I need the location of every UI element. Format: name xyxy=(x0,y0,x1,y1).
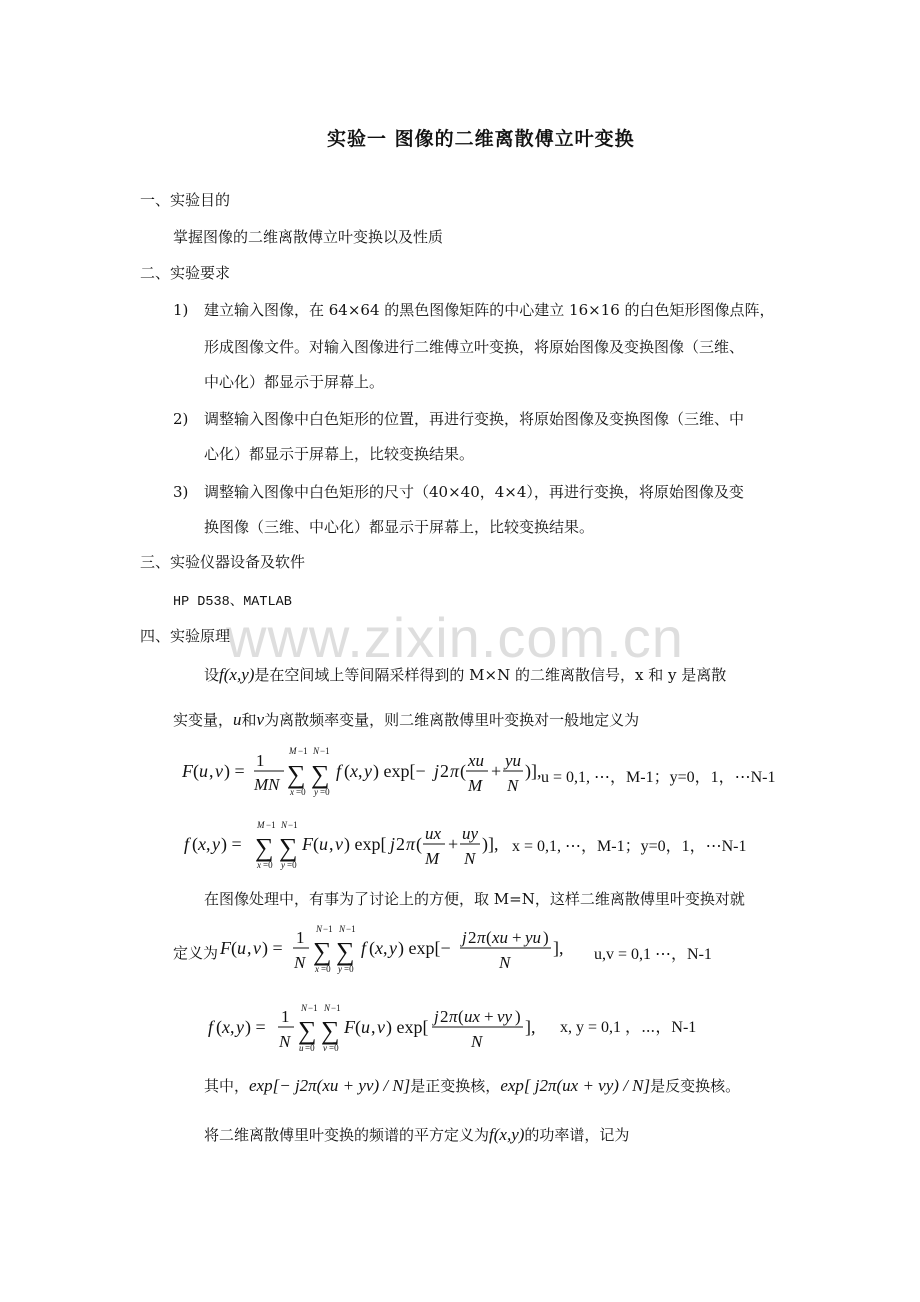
svg-text:2: 2 xyxy=(468,928,477,947)
list-item-line: 形成图像文件。对输入图像进行二维傅立叶变换，将原始图像及变换图像（三维、 xyxy=(204,338,745,356)
svg-text:(: ( xyxy=(313,834,319,854)
equation-3-range: u,v = 0,1 ⋯，N-1 xyxy=(594,946,712,963)
list-item-number: 2) xyxy=(173,410,189,428)
svg-text:vy: vy xyxy=(497,1007,513,1026)
svg-text:(: ( xyxy=(460,761,466,781)
svg-text:−1: −1 xyxy=(288,820,298,830)
svg-text:)],: )], xyxy=(525,761,542,781)
svg-text:u: u xyxy=(319,834,328,854)
svg-text:+: + xyxy=(512,928,522,947)
svg-text:∑: ∑ xyxy=(279,833,298,862)
equation-2-range: x = 0,1, ⋯，M-1；y=0，1，⋯N-1 xyxy=(512,838,747,855)
svg-text:+: + xyxy=(448,834,459,854)
svg-text:M: M xyxy=(468,776,483,795)
svg-text:): ) xyxy=(515,1007,521,1026)
svg-text:j: j xyxy=(390,834,396,854)
svg-text:MN: MN xyxy=(254,775,280,794)
svg-text:v: v xyxy=(377,1017,385,1037)
svg-text:(: ( xyxy=(355,1017,361,1037)
svg-text:=0: =0 xyxy=(320,787,330,797)
svg-text:M: M xyxy=(289,746,297,756)
list-item-number: 1) xyxy=(173,301,189,319)
equation-1-range: u = 0,1, ⋯，M-1；y=0，1，⋯N-1 xyxy=(541,769,776,786)
svg-text:v: v xyxy=(215,761,223,781)
svg-text:−1: −1 xyxy=(331,1003,341,1013)
svg-text:y: y xyxy=(364,761,372,781)
svg-text:F: F xyxy=(220,938,231,958)
svg-text:π: π xyxy=(477,928,486,947)
svg-text:N: N xyxy=(316,924,323,934)
svg-text:xu: xu xyxy=(492,928,509,947)
svg-text:∑: ∑ xyxy=(255,833,274,862)
svg-text:) =: ) = xyxy=(262,938,283,958)
section-3-heading: 三、实验仪器设备及软件 xyxy=(140,553,306,571)
svg-text:y: y xyxy=(389,938,397,958)
principle-paragraph-5: 将二维离散傅里叶变换的频谱的平方定义为f(x,y)的功率谱，记为 xyxy=(204,1125,630,1144)
svg-text:∑: ∑ xyxy=(287,760,306,789)
svg-text:F: F xyxy=(182,761,193,781)
svg-text:],: ], xyxy=(525,1017,536,1037)
svg-text:π: π xyxy=(449,1007,458,1026)
svg-text:y: y xyxy=(236,1017,244,1037)
svg-text:,: , xyxy=(371,1017,376,1037)
svg-text:(: ( xyxy=(231,938,237,958)
svg-text:=0: =0 xyxy=(321,964,331,974)
define-label: 定义为 xyxy=(173,944,219,962)
svg-text:1: 1 xyxy=(281,1007,290,1026)
svg-text:v: v xyxy=(253,938,261,958)
svg-text:1: 1 xyxy=(296,928,305,947)
svg-text:u: u xyxy=(299,1043,304,1053)
svg-text:) =: ) = xyxy=(221,834,242,854)
svg-text:1: 1 xyxy=(256,751,265,770)
svg-text:ux: ux xyxy=(425,824,442,843)
svg-text:N: N xyxy=(281,820,288,830)
svg-text:π: π xyxy=(450,761,460,781)
svg-text:f: f xyxy=(336,761,342,781)
svg-text:+: + xyxy=(491,761,502,781)
svg-text:=0: =0 xyxy=(344,964,354,974)
svg-text:N: N xyxy=(279,1032,291,1051)
list-item-line: 调整输入图像中白色矩形的尺寸（40×40，4×4），再进行变换，将原始图像及变 xyxy=(204,483,744,501)
principle-paragraph-3: 在图像处理中，有事为了讨论上的方便，取 M=N，这样二维离散傅里叶变换对就 xyxy=(204,890,745,908)
svg-text:uy: uy xyxy=(462,824,479,843)
svg-text:],: ], xyxy=(553,938,564,958)
svg-text:π: π xyxy=(406,834,416,854)
svg-text:N: N xyxy=(324,1003,331,1013)
svg-text:=0: =0 xyxy=(305,1043,315,1053)
svg-text:) exp[: ) exp[ xyxy=(386,1017,429,1037)
equation-inverse-dft-square xyxy=(204,1002,564,1062)
equation-4-range: x, y = 0,1 ，⋯，N-1 xyxy=(560,1019,697,1036)
svg-text:F: F xyxy=(302,834,313,854)
svg-text:N: N xyxy=(294,953,306,972)
svg-text:j: j xyxy=(462,928,467,947)
svg-text:(: ( xyxy=(458,1007,464,1026)
svg-text:,: , xyxy=(383,938,388,958)
svg-text:N: N xyxy=(507,776,519,795)
svg-text:,: , xyxy=(358,761,363,781)
svg-text:x: x xyxy=(315,964,319,974)
svg-text:M: M xyxy=(425,849,440,868)
svg-text:)],: )], xyxy=(482,834,499,854)
watermark: www.zixin.com.cn xyxy=(226,606,684,669)
svg-text:−1: −1 xyxy=(308,1003,318,1013)
svg-text:xu: xu xyxy=(468,751,485,770)
svg-text:,: , xyxy=(230,1017,235,1037)
svg-text:+: + xyxy=(484,1007,494,1026)
list-item-line: 心化）都显示于屏幕上，比较变换结果。 xyxy=(204,445,475,463)
svg-text:2: 2 xyxy=(440,1007,449,1026)
svg-text:M: M xyxy=(257,820,265,830)
svg-text:x: x xyxy=(350,761,358,781)
svg-text:,: , xyxy=(206,834,211,854)
svg-text:F: F xyxy=(344,1017,355,1037)
section-1-body: 掌握图像的二维离散傅立叶变换以及性质 xyxy=(173,228,444,246)
svg-text:N: N xyxy=(301,1003,308,1013)
equation-forward-dft-square xyxy=(218,922,578,982)
page-title: 实验一 图像的二维离散傅立叶变换 xyxy=(327,128,635,150)
svg-text:(: ( xyxy=(193,761,199,781)
svg-text:ux: ux xyxy=(464,1007,481,1026)
svg-text:y: y xyxy=(212,834,220,854)
svg-text:∑: ∑ xyxy=(313,937,332,966)
svg-text:v: v xyxy=(335,834,343,854)
svg-text:∑: ∑ xyxy=(298,1016,317,1045)
svg-text:,: , xyxy=(209,761,214,781)
svg-text:j: j xyxy=(434,1007,439,1026)
svg-text:N: N xyxy=(313,746,320,756)
svg-text:−1: −1 xyxy=(266,820,276,830)
svg-text:): ) xyxy=(543,928,549,947)
svg-text:) exp[−: ) exp[− xyxy=(373,761,426,781)
svg-text:u: u xyxy=(237,938,246,958)
svg-text:yu: yu xyxy=(525,928,542,947)
svg-text:f: f xyxy=(184,834,190,854)
svg-text:(: ( xyxy=(344,761,350,781)
principle-paragraph-2: 实变量，u和v为离散频率变量，则二维离散傅里叶变换对一般地定义为 xyxy=(173,710,640,729)
svg-text:(: ( xyxy=(369,938,375,958)
svg-text:v: v xyxy=(323,1043,327,1053)
svg-text:) =: ) = xyxy=(224,761,245,781)
svg-text:x: x xyxy=(375,938,383,958)
svg-text:N: N xyxy=(499,953,511,972)
list-item-line: 建立输入图像，在 64×64 的黑色图像矩阵的中心建立 16×16 的白色矩形图像点阵， xyxy=(204,301,775,319)
section-2-heading: 二、实验要求 xyxy=(140,264,231,282)
svg-text:f: f xyxy=(361,938,367,958)
svg-text:) exp[−: ) exp[− xyxy=(398,938,451,958)
list-item-number: 3) xyxy=(173,483,189,501)
svg-text:N: N xyxy=(471,1032,483,1051)
principle-paragraph-1: 设f(x,y)是在空间域上等间隔采样得到的 M×N 的二维离散信号，x 和 y 是离散 xyxy=(204,665,727,684)
svg-text:yu: yu xyxy=(505,751,522,770)
principle-paragraph-4: 其中，exp[− j2π(xu + yv) / N]是正变换核，exp[ j2π(ux + vy) / N]是反变换核。 xyxy=(204,1076,741,1095)
list-item-line: 调整输入图像中白色矩形的位置，再进行变换，将原始图像及变换图像（三维、中 xyxy=(204,410,745,428)
svg-text:2: 2 xyxy=(396,834,405,854)
svg-text:(: ( xyxy=(192,834,198,854)
svg-text:∑: ∑ xyxy=(311,760,330,789)
svg-text:−1: −1 xyxy=(323,924,333,934)
svg-text:y: y xyxy=(281,860,285,870)
svg-text:=0: =0 xyxy=(263,860,273,870)
svg-text:(: ( xyxy=(216,1017,222,1037)
svg-text:=0: =0 xyxy=(296,787,306,797)
svg-text:,: , xyxy=(329,834,334,854)
svg-text:(: ( xyxy=(416,834,422,854)
svg-text:) =: ) = xyxy=(245,1017,266,1037)
svg-text:2: 2 xyxy=(440,761,449,781)
svg-text:∑: ∑ xyxy=(336,937,355,966)
svg-text:) exp[: ) exp[ xyxy=(344,834,387,854)
svg-text:=0: =0 xyxy=(287,860,297,870)
svg-text:x: x xyxy=(198,834,206,854)
svg-text:−1: −1 xyxy=(320,746,330,756)
svg-text:x: x xyxy=(290,787,294,797)
svg-text:−1: −1 xyxy=(346,924,356,934)
list-item-line: 换图像（三维、中心化）都显示于屏幕上，比较变换结果。 xyxy=(204,518,595,536)
svg-text:,: , xyxy=(247,938,252,958)
svg-text:u: u xyxy=(199,761,208,781)
section-4-heading: 四、实验原理 xyxy=(140,627,231,645)
svg-text:j: j xyxy=(434,761,440,781)
svg-text:f: f xyxy=(208,1017,214,1037)
svg-text:−1: −1 xyxy=(298,746,308,756)
svg-text:∑: ∑ xyxy=(321,1016,340,1045)
svg-text:N: N xyxy=(339,924,346,934)
section-1-heading: 一、实验目的 xyxy=(140,191,231,209)
svg-text:x: x xyxy=(257,860,261,870)
svg-text:N: N xyxy=(464,849,476,868)
software-list: HP D538、MATLAB xyxy=(173,595,292,610)
svg-text:y: y xyxy=(314,787,318,797)
svg-text:y: y xyxy=(338,964,342,974)
svg-text:u: u xyxy=(361,1017,370,1037)
svg-text:=0: =0 xyxy=(329,1043,339,1053)
svg-text:x: x xyxy=(222,1017,230,1037)
list-item-line: 中心化）都显示于屏幕上。 xyxy=(204,373,385,391)
svg-text:(: ( xyxy=(486,928,492,947)
